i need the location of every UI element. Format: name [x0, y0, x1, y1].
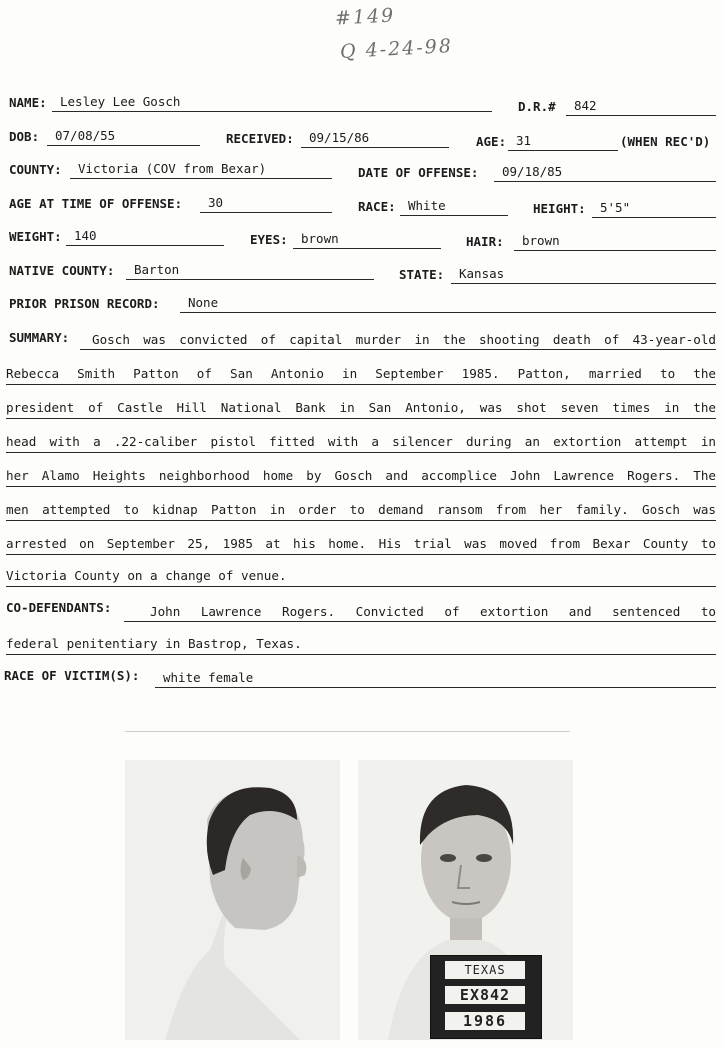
id-placard [430, 955, 542, 1039]
received-label: RECEIVED: [226, 131, 294, 146]
race-value: White [400, 196, 508, 216]
dob-label: DOB: [9, 129, 40, 144]
summary-line: Victoria County on a change of venue. [6, 566, 716, 587]
county-value: Victoria (COV from Bexar) [70, 159, 332, 179]
county-label: COUNTY: [9, 162, 62, 177]
age-offense-row [0, 193, 723, 215]
race-victim-value: white female [155, 668, 716, 688]
summary-line: head with a .22-caliber pistol fitted with a silencer during an extortion attempt in [6, 432, 716, 453]
weight-label: WEIGHT: [9, 229, 62, 244]
codefendant-line: federal penitentiary in Bastrop, Texas. [6, 634, 716, 655]
handwritten-date: Q 4-24-98 [339, 35, 454, 63]
race-victim-label: RACE OF VICTIM(S): [4, 668, 140, 683]
hair-value: brown [514, 231, 716, 251]
eyes-value: brown [293, 229, 441, 249]
name-label: NAME: [9, 95, 47, 110]
state-value: Kansas [451, 264, 716, 284]
age-offense-label: AGE AT TIME OF OFFENSE: [9, 196, 183, 211]
received-value: 09/15/86 [301, 128, 449, 148]
state-label: STATE: [399, 267, 445, 282]
dr-value: 842 [566, 96, 716, 116]
eyes-label: EYES: [250, 232, 288, 247]
age-offense-value: 30 [200, 193, 332, 213]
weight-value: 140 [66, 226, 224, 246]
summary-line: arrested on September 25, 1985 at his home. His trial was moved from Bexar County to [6, 534, 716, 555]
weight-row [0, 226, 723, 248]
placard-number: EX842 [445, 986, 525, 1004]
race-label: RACE: [358, 199, 396, 214]
photo-divider [125, 731, 570, 732]
native-county-label: NATIVE COUNTY: [9, 263, 115, 278]
prior-record-label: PRIOR PRISON RECORD: [9, 296, 160, 311]
age-value: 31 [508, 131, 618, 151]
dr-label: D.R.# [518, 99, 556, 114]
placard-year: 1986 [445, 1012, 525, 1030]
name-row [0, 92, 723, 114]
handwritten-number: #149 [334, 4, 396, 30]
county-row [0, 159, 723, 181]
summary-line: president of Castle Hill National Bank in San Antonio, was shot seven times in the [6, 398, 716, 419]
placard-state: TEXAS [445, 961, 525, 979]
race-victim-row [0, 665, 723, 687]
date-offense-value: 09/18/85 [494, 162, 716, 182]
native-county-value: Barton [126, 260, 374, 280]
name-value: Lesley Lee Gosch [52, 92, 492, 112]
dob-value: 07/08/55 [47, 126, 200, 146]
summary-label: SUMMARY: [9, 330, 70, 345]
when-recd-label: (WHEN REC'D) [620, 134, 711, 149]
hair-label: HAIR: [466, 234, 504, 249]
native-county-row [0, 260, 723, 282]
codefendant-line: John Lawrence Rogers. Convicted of extortion and sentenced to [124, 602, 716, 622]
prior-record-value: None [180, 293, 716, 313]
summary-line: Gosch was convicted of capital murder in the shooting death of 43-year-old [80, 330, 716, 350]
summary-line: Rebecca Smith Patton of San Antonio in September 1985. Patton, married to the [6, 364, 716, 385]
codefendants-label: CO-DEFENDANTS: [6, 600, 112, 615]
dob-row [0, 126, 723, 148]
profile-portrait [125, 760, 340, 1040]
height-label: HEIGHT: [533, 201, 586, 216]
prior-record-row [0, 293, 723, 315]
date-offense-label: DATE OF OFFENSE: [358, 165, 479, 180]
age-label: AGE: [476, 134, 507, 149]
profile-photo [125, 760, 340, 1040]
summary-line: men attempted to kidnap Patton in order to demand ransom from her family. Gosch was [6, 500, 716, 521]
height-value: 5'5" [592, 198, 716, 218]
summary-line: her Alamo Heights neighborhood home by Gosch and accomplice John Lawrence Rogers. The [6, 466, 716, 487]
